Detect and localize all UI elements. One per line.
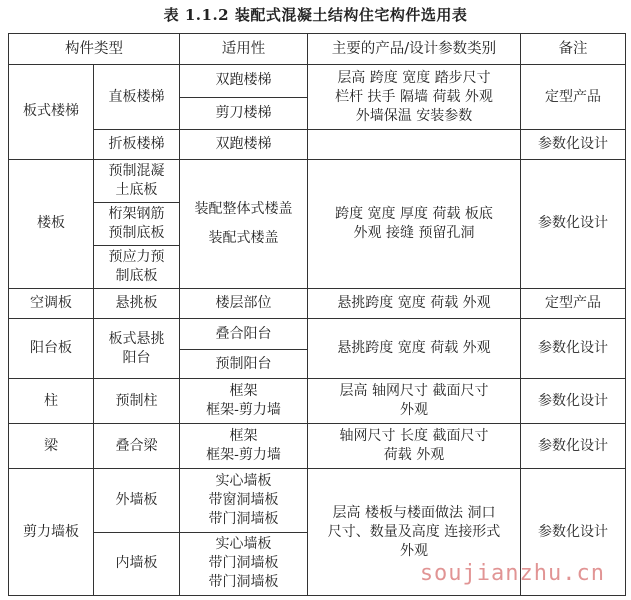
cell-params-beam: 轴网尺寸 长度 截面尺寸 荷载 外观	[308, 424, 521, 469]
header-notes: 备注	[521, 34, 626, 65]
cell-params-balcony: 悬挑跨度 宽度 荷载 外观	[308, 319, 521, 379]
cell-app-precast-balcony: 预制阳台	[180, 349, 308, 379]
cell-note-wall: 参数化设计	[521, 469, 626, 596]
cell-params-stair: 层高 跨度 宽度 踏步尺寸 栏杆 扶手 隔墙 荷载 外观 外墙保温 安装参数	[308, 65, 521, 130]
watermark: soujianzhu.cn	[419, 561, 605, 586]
cell-sub-straight-stair: 直板楼梯	[94, 65, 180, 130]
cell-app-double-run: 双跑楼梯	[180, 65, 308, 98]
table-caption: 表 1.1.2 装配式混凝土结构住宅构件选用表	[163, 6, 468, 24]
table-row	[9, 65, 626, 98]
cell-note-column: 参数化设计	[521, 379, 626, 424]
cell-sub-interior-wall: 内墙板	[94, 532, 180, 595]
cell-note-beam: 参数化设计	[521, 424, 626, 469]
cell-sub-precast-slab: 预制混凝 土底板	[94, 159, 180, 202]
cell-params-column: 层高 轴网尺寸 截面尺寸 外观	[308, 379, 521, 424]
table-row	[9, 469, 626, 532]
cell-params-ac: 悬挑跨度 宽度 荷载 外观	[308, 288, 521, 319]
cell-type-stair: 板式楼梯	[9, 65, 94, 160]
cell-params-empty	[308, 130, 521, 160]
cell-app-floor: 楼层部位	[180, 288, 308, 319]
header-parameters: 主要的产品/设计参数类别	[308, 34, 521, 65]
cell-app-composite-balcony: 叠合阳台	[180, 319, 308, 350]
cell-type-beam: 梁	[9, 424, 94, 469]
cell-note-balcony: 参数化设计	[521, 319, 626, 379]
cell-type-balcony: 阳台板	[9, 319, 94, 379]
table-row	[9, 319, 626, 350]
cell-sub-precast-column: 预制柱	[94, 379, 180, 424]
cell-app-interior-wall: 实心墙板 带门洞墙板 带门洞墙板	[180, 532, 308, 595]
cell-params-wall: 层高 楼板与楼面做法 洞口 尺寸、数量及高度 连接形式 外观	[308, 469, 521, 596]
cell-sub-cantilever: 悬挑板	[94, 288, 180, 319]
header-applicability: 适用性	[180, 34, 308, 65]
cell-sub-folded-stair: 折板楼梯	[94, 130, 180, 160]
header-component-type: 构件类型	[9, 34, 180, 65]
table-row	[9, 130, 626, 160]
cell-app-beam: 框架 框架-剪力墙	[180, 424, 308, 469]
cell-note-slab: 参数化设计	[521, 159, 626, 288]
table-row	[9, 424, 626, 469]
cell-type-shear-wall: 剪力墙板	[9, 469, 94, 596]
cell-app-column: 框架 框架-剪力墙	[180, 379, 308, 424]
cell-type-ac: 空调板	[9, 288, 94, 319]
table-row	[9, 379, 626, 424]
cell-app-scissor: 剪刀楼梯	[180, 97, 308, 130]
cell-app-double-run-2: 双跑楼梯	[180, 130, 308, 160]
cell-sub-prestressed-slab: 预应力预 制底板	[94, 245, 180, 288]
cell-app-exterior-wall: 实心墙板 带窗洞墙板 带门洞墙板	[180, 469, 308, 532]
component-selection-table	[8, 33, 626, 596]
cell-note-folded-stair: 参数化设计	[521, 130, 626, 160]
table-row	[9, 159, 626, 202]
table-row	[9, 288, 626, 319]
cell-app-slab: 装配整体式楼盖 装配式楼盖	[180, 159, 308, 288]
cell-sub-balcony: 板式悬挑 阳台	[94, 319, 180, 379]
cell-params-slab: 跨度 宽度 厚度 荷载 板底 外观 接缝 预留孔洞	[308, 159, 521, 288]
cell-type-column: 柱	[9, 379, 94, 424]
cell-sub-exterior-wall: 外墙板	[94, 469, 180, 532]
cell-sub-composite-beam: 叠合梁	[94, 424, 180, 469]
cell-sub-truss-slab: 桁架钢筋 预制底板	[94, 202, 180, 245]
cell-note-stair: 定型产品	[521, 65, 626, 130]
cell-note-ac: 定型产品	[521, 288, 626, 319]
cell-type-slab: 楼板	[9, 159, 94, 288]
